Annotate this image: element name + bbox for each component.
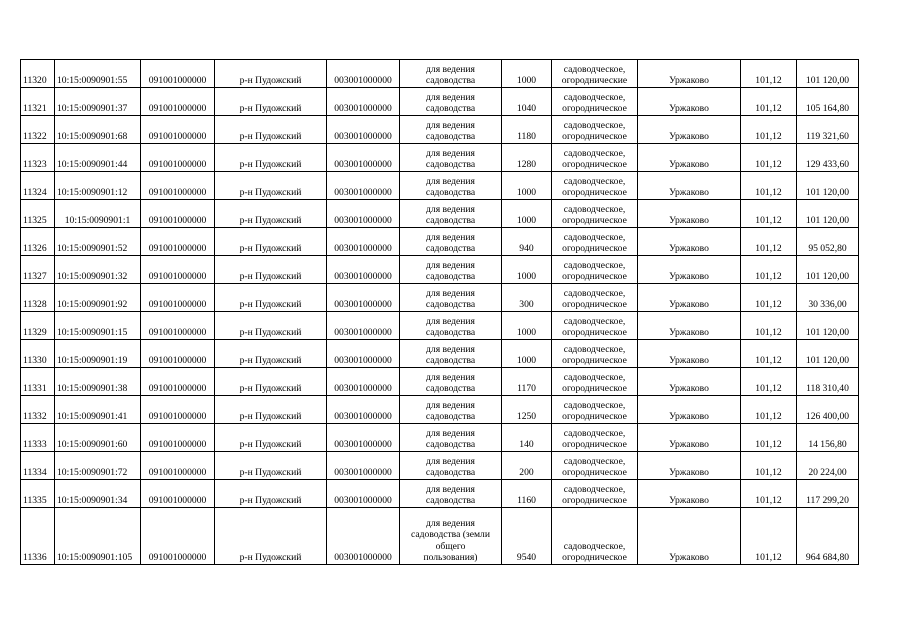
- land-category: [552, 88, 638, 116]
- cadastral-value: 101 120,00: [797, 172, 859, 200]
- land-category-line: садоводческое,: [563, 315, 626, 327]
- oktmo-code: 003001000000: [327, 480, 400, 508]
- land-category-line: садоводческое,: [563, 343, 626, 355]
- table-row: [21, 200, 859, 228]
- cadastral-value: 119 321,60: [797, 116, 859, 144]
- land-category-line: садоводческое,: [563, 63, 626, 75]
- cadastral-rate: 101,12: [741, 480, 797, 508]
- land-category-line: садоводческое,: [563, 203, 626, 215]
- okato-code: 091001000000: [141, 88, 215, 116]
- cadastral-value: 30 336,00: [797, 284, 859, 312]
- permitted-use-line: садоводства: [425, 382, 476, 394]
- cadastral-number: 10:15:0090901:15: [55, 312, 141, 340]
- area-value: 1000: [502, 340, 552, 368]
- cadastral-value: 101 120,00: [797, 60, 859, 88]
- land-category-line: садоводческое,: [563, 91, 626, 103]
- cadastral-number: 10:15:0090901:105: [55, 508, 141, 565]
- land-category-line: огородническое: [562, 298, 627, 310]
- permitted-use-line: садоводства (земли: [411, 529, 490, 541]
- permitted-use-line: для ведения: [426, 203, 475, 215]
- district-name: р-н Пудожский: [215, 480, 327, 508]
- permitted-use-line: для ведения: [426, 63, 475, 75]
- oktmo-code: 003001000000: [327, 452, 400, 480]
- permitted-use-line: для ведения: [426, 231, 475, 243]
- land-category-line: огородническое: [562, 214, 627, 226]
- row-number: 11329: [21, 312, 55, 340]
- table-row: [21, 480, 859, 508]
- cadastral-value: 129 433,60: [797, 144, 859, 172]
- cadastral-value: 118 310,40: [797, 368, 859, 396]
- cadastral-value: 105 164,80: [797, 88, 859, 116]
- land-category-line: огородническое: [562, 326, 627, 338]
- locality-name: Уржаково: [638, 144, 741, 172]
- permitted-use-line: садоводства: [425, 242, 476, 254]
- cadastral-value: 95 052,80: [797, 228, 859, 256]
- land-category-line: огородническое: [562, 354, 627, 366]
- land-category: [552, 144, 638, 172]
- permitted-use-line: для ведения: [426, 259, 475, 271]
- cadastral-rate: 101,12: [741, 200, 797, 228]
- land-category-line: садоводческое,: [563, 540, 626, 552]
- cadastral-rate: 101,12: [741, 116, 797, 144]
- okato-code: 091001000000: [141, 228, 215, 256]
- row-number: 11325: [21, 200, 55, 228]
- table-row: [21, 256, 859, 284]
- land-category: [552, 228, 638, 256]
- cadastral-value: 101 120,00: [797, 340, 859, 368]
- row-number: 11324: [21, 172, 55, 200]
- cadastral-value: 101 120,00: [797, 256, 859, 284]
- cadastral-rate: 101,12: [741, 256, 797, 284]
- cadastral-rate: 101,12: [741, 144, 797, 172]
- permitted-use-line: для ведения: [426, 91, 475, 103]
- permitted-use: [400, 256, 502, 284]
- locality-name: Уржаково: [638, 200, 741, 228]
- land-category: [552, 368, 638, 396]
- cadastral-number: 10:15:0090901:52: [55, 228, 141, 256]
- area-value: 300: [502, 284, 552, 312]
- permitted-use: [400, 200, 502, 228]
- row-number: 11321: [21, 88, 55, 116]
- okato-code: 091001000000: [141, 60, 215, 88]
- cadastral-value: 14 156,80: [797, 424, 859, 452]
- okato-code: 091001000000: [141, 200, 215, 228]
- land-category-line: огородническое: [562, 242, 627, 254]
- permitted-use: [400, 284, 502, 312]
- land-category-line: садоводческое,: [563, 287, 626, 299]
- locality-name: Уржаково: [638, 368, 741, 396]
- permitted-use-line: садоводства: [425, 158, 476, 170]
- oktmo-code: 003001000000: [327, 172, 400, 200]
- permitted-use-line: садоводства: [425, 74, 476, 86]
- land-category-line: садоводческое,: [563, 259, 626, 271]
- land-category: [552, 396, 638, 424]
- permitted-use-line: садоводства: [425, 102, 476, 114]
- locality-name: Уржаково: [638, 60, 741, 88]
- table-row: [21, 60, 859, 88]
- permitted-use-line: садоводства: [425, 214, 476, 226]
- cadastral-number: 10:15:0090901:12: [55, 172, 141, 200]
- cadastral-number: 10:15:0090901:68: [55, 116, 141, 144]
- cadastral-rate: 101,12: [741, 424, 797, 452]
- land-category-line: садоводческое,: [563, 399, 626, 411]
- table-row: [21, 116, 859, 144]
- permitted-use-line: общего: [435, 540, 466, 552]
- permitted-use-line: для ведения: [426, 147, 475, 159]
- district-name: р-н Пудожский: [215, 144, 327, 172]
- table-row: [21, 424, 859, 452]
- land-category-line: огородническое: [562, 158, 627, 170]
- permitted-use-line: для ведения: [426, 371, 475, 383]
- permitted-use-line: для ведения: [426, 315, 475, 327]
- land-category-line: огородническое: [562, 186, 627, 198]
- area-value: 1000: [502, 312, 552, 340]
- district-name: р-н Пудожский: [215, 228, 327, 256]
- permitted-use: [400, 60, 502, 88]
- okato-code: 091001000000: [141, 256, 215, 284]
- land-category: [552, 60, 638, 88]
- oktmo-code: 003001000000: [327, 228, 400, 256]
- cadastral-value: 101 120,00: [797, 312, 859, 340]
- cadastral-value: 964 684,80: [797, 508, 859, 565]
- oktmo-code: 003001000000: [327, 340, 400, 368]
- table-body: [21, 60, 859, 565]
- locality-name: Уржаково: [638, 340, 741, 368]
- cadastral-number: 10:15:0090901:34: [55, 480, 141, 508]
- locality-name: Уржаково: [638, 508, 741, 565]
- oktmo-code: 003001000000: [327, 60, 400, 88]
- cadastral-rate: 101,12: [741, 340, 797, 368]
- permitted-use-line: садоводства: [425, 466, 476, 478]
- oktmo-code: 003001000000: [327, 200, 400, 228]
- land-category-line: садоводческое,: [563, 483, 626, 495]
- cadastral-rate: 101,12: [741, 60, 797, 88]
- row-number: 11326: [21, 228, 55, 256]
- district-name: р-н Пудожский: [215, 508, 327, 565]
- area-value: 1000: [502, 256, 552, 284]
- cadastral-value: 101 120,00: [797, 200, 859, 228]
- table-row: [21, 88, 859, 116]
- locality-name: Уржаково: [638, 480, 741, 508]
- cadastral-value: 20 224,00: [797, 452, 859, 480]
- oktmo-code: 003001000000: [327, 368, 400, 396]
- cadastral-rate: 101,12: [741, 228, 797, 256]
- cadastral-rate: 101,12: [741, 312, 797, 340]
- district-name: р-н Пудожский: [215, 172, 327, 200]
- district-name: р-н Пудожский: [215, 312, 327, 340]
- table-row: [21, 452, 859, 480]
- table-row: [21, 312, 859, 340]
- table-row: [21, 340, 859, 368]
- area-value: 1000: [502, 200, 552, 228]
- land-category-line: огородническое: [562, 438, 627, 450]
- cadastral-rate: 101,12: [741, 172, 797, 200]
- permitted-use-line: пользования): [423, 551, 478, 563]
- district-name: р-н Пудожский: [215, 368, 327, 396]
- locality-name: Уржаково: [638, 312, 741, 340]
- cadastral-number: 10:15:0090901:92: [55, 284, 141, 312]
- cadastral-number: 10:15:0090901:38: [55, 368, 141, 396]
- area-value: 1280: [502, 144, 552, 172]
- permitted-use: [400, 144, 502, 172]
- area-value: 1040: [502, 88, 552, 116]
- land-category-line: садоводческое,: [563, 371, 626, 383]
- permitted-use: [400, 424, 502, 452]
- land-category-line: садоводческое,: [563, 119, 626, 131]
- row-number: 11331: [21, 368, 55, 396]
- land-category: [552, 452, 638, 480]
- locality-name: Уржаково: [638, 284, 741, 312]
- permitted-use-line: для ведения: [426, 518, 475, 530]
- row-number: 11335: [21, 480, 55, 508]
- permitted-use: [400, 480, 502, 508]
- okato-code: 091001000000: [141, 508, 215, 565]
- land-category-line: садоводческое,: [563, 455, 626, 467]
- okato-code: 091001000000: [141, 312, 215, 340]
- permitted-use-line: садоводства: [425, 354, 476, 366]
- land-category: [552, 508, 638, 565]
- oktmo-code: 003001000000: [327, 116, 400, 144]
- land-category-line: огородническое: [562, 382, 627, 394]
- table-row: [21, 228, 859, 256]
- permitted-use: [400, 312, 502, 340]
- district-name: р-н Пудожский: [215, 200, 327, 228]
- land-category-line: огородническое: [562, 494, 627, 506]
- permitted-use-line: садоводства: [425, 326, 476, 338]
- land-category: [552, 200, 638, 228]
- permitted-use: [400, 508, 502, 565]
- locality-name: Уржаково: [638, 228, 741, 256]
- district-name: р-н Пудожский: [215, 256, 327, 284]
- land-category: [552, 172, 638, 200]
- row-number: 11322: [21, 116, 55, 144]
- row-number: 11323: [21, 144, 55, 172]
- row-number: 11334: [21, 452, 55, 480]
- okato-code: 091001000000: [141, 396, 215, 424]
- locality-name: Уржаково: [638, 116, 741, 144]
- permitted-use-line: для ведения: [426, 175, 475, 187]
- okato-code: 091001000000: [141, 116, 215, 144]
- permitted-use: [400, 452, 502, 480]
- land-category-line: огородническое: [562, 410, 627, 422]
- permitted-use-line: садоводства: [425, 270, 476, 282]
- locality-name: Уржаково: [638, 256, 741, 284]
- okato-code: 091001000000: [141, 368, 215, 396]
- oktmo-code: 003001000000: [327, 284, 400, 312]
- table-row: [21, 172, 859, 200]
- area-value: 1160: [502, 480, 552, 508]
- district-name: р-н Пудожский: [215, 116, 327, 144]
- row-number: 11336: [21, 508, 55, 565]
- cadastral-number: 10:15:0090901:55: [55, 60, 141, 88]
- permitted-use-line: для ведения: [426, 427, 475, 439]
- land-category: [552, 256, 638, 284]
- district-name: р-н Пудожский: [215, 60, 327, 88]
- table-row: [21, 396, 859, 424]
- cadastral-rate: 101,12: [741, 508, 797, 565]
- okato-code: 091001000000: [141, 480, 215, 508]
- land-category-line: огородническое: [562, 551, 627, 563]
- land-category: [552, 480, 638, 508]
- permitted-use-line: для ведения: [426, 287, 475, 299]
- district-name: р-н Пудожский: [215, 340, 327, 368]
- cadastral-number: 10:15:0090901:1: [55, 200, 141, 228]
- table-row: [21, 368, 859, 396]
- area-value: 1000: [502, 172, 552, 200]
- cadastral-number: 10:15:0090901:41: [55, 396, 141, 424]
- land-category-line: садоводческое,: [563, 147, 626, 159]
- permitted-use-line: садоводства: [425, 438, 476, 450]
- permitted-use-line: для ведения: [426, 483, 475, 495]
- okato-code: 091001000000: [141, 144, 215, 172]
- cadastral-number: 10:15:0090901:60: [55, 424, 141, 452]
- cadastral-value: 126 400,00: [797, 396, 859, 424]
- row-number: 11333: [21, 424, 55, 452]
- cadastral-number: 10:15:0090901:37: [55, 88, 141, 116]
- row-number: 11327: [21, 256, 55, 284]
- area-value: 200: [502, 452, 552, 480]
- land-category-line: садоводческое,: [563, 175, 626, 187]
- locality-name: Уржаково: [638, 172, 741, 200]
- permitted-use-line: для ведения: [426, 343, 475, 355]
- permitted-use-line: для ведения: [426, 119, 475, 131]
- land-category-line: огородническое: [562, 270, 627, 282]
- land-category-line: огородническое: [562, 102, 627, 114]
- permitted-use-line: садоводства: [425, 410, 476, 422]
- row-number: 11320: [21, 60, 55, 88]
- row-number: 11328: [21, 284, 55, 312]
- permitted-use-line: садоводства: [425, 186, 476, 198]
- cadastral-rate: 101,12: [741, 396, 797, 424]
- okato-code: 091001000000: [141, 284, 215, 312]
- row-number: 11332: [21, 396, 55, 424]
- district-name: р-н Пудожский: [215, 396, 327, 424]
- cadastral-rate: 101,12: [741, 452, 797, 480]
- permitted-use: [400, 88, 502, 116]
- permitted-use: [400, 172, 502, 200]
- okato-code: 091001000000: [141, 172, 215, 200]
- okato-code: 091001000000: [141, 424, 215, 452]
- row-number: 11330: [21, 340, 55, 368]
- land-category-line: садоводческое,: [563, 231, 626, 243]
- permitted-use: [400, 368, 502, 396]
- oktmo-code: 003001000000: [327, 396, 400, 424]
- permitted-use-line: для ведения: [426, 455, 475, 467]
- district-name: р-н Пудожский: [215, 88, 327, 116]
- locality-name: Уржаково: [638, 88, 741, 116]
- permitted-use: [400, 116, 502, 144]
- land-category: [552, 116, 638, 144]
- permitted-use-line: садоводства: [425, 130, 476, 142]
- land-category: [552, 284, 638, 312]
- land-category-line: огородническое: [562, 466, 627, 478]
- land-category: [552, 340, 638, 368]
- land-category-line: огороднические: [561, 74, 628, 86]
- oktmo-code: 003001000000: [327, 88, 400, 116]
- table-row: [21, 284, 859, 312]
- land-category: [552, 424, 638, 452]
- permitted-use-line: для ведения: [426, 399, 475, 411]
- cadastral-number: 10:15:0090901:72: [55, 452, 141, 480]
- land-category-line: садоводческое,: [563, 427, 626, 439]
- cadastral-value: 117 299,20: [797, 480, 859, 508]
- okato-code: 091001000000: [141, 452, 215, 480]
- land-category-line: огородническое: [562, 130, 627, 142]
- cadastral-number: 10:15:0090901:44: [55, 144, 141, 172]
- permitted-use: [400, 340, 502, 368]
- permitted-use: [400, 228, 502, 256]
- cadastral-rate: 101,12: [741, 284, 797, 312]
- locality-name: Уржаково: [638, 396, 741, 424]
- area-value: 140: [502, 424, 552, 452]
- locality-name: Уржаково: [638, 452, 741, 480]
- oktmo-code: 003001000000: [327, 144, 400, 172]
- oktmo-code: 003001000000: [327, 508, 400, 565]
- area-value: 1180: [502, 116, 552, 144]
- cadastral-rate: 101,12: [741, 368, 797, 396]
- oktmo-code: 003001000000: [327, 312, 400, 340]
- oktmo-code: 003001000000: [327, 256, 400, 284]
- table-row: [21, 508, 859, 565]
- area-value: 1170: [502, 368, 552, 396]
- permitted-use-line: садоводства: [425, 298, 476, 310]
- land-registry-table: [20, 59, 859, 565]
- cadastral-number: 10:15:0090901:19: [55, 340, 141, 368]
- permitted-use-line: садоводства: [425, 494, 476, 506]
- district-name: р-н Пудожский: [215, 424, 327, 452]
- locality-name: Уржаково: [638, 424, 741, 452]
- district-name: р-н Пудожский: [215, 284, 327, 312]
- area-value: 9540: [502, 508, 552, 565]
- area-value: 1250: [502, 396, 552, 424]
- oktmo-code: 003001000000: [327, 424, 400, 452]
- cadastral-number: 10:15:0090901:32: [55, 256, 141, 284]
- permitted-use: [400, 396, 502, 424]
- area-value: 940: [502, 228, 552, 256]
- table-row: [21, 144, 859, 172]
- district-name: р-н Пудожский: [215, 452, 327, 480]
- okato-code: 091001000000: [141, 340, 215, 368]
- area-value: 1000: [502, 60, 552, 88]
- land-category: [552, 312, 638, 340]
- cadastral-rate: 101,12: [741, 88, 797, 116]
